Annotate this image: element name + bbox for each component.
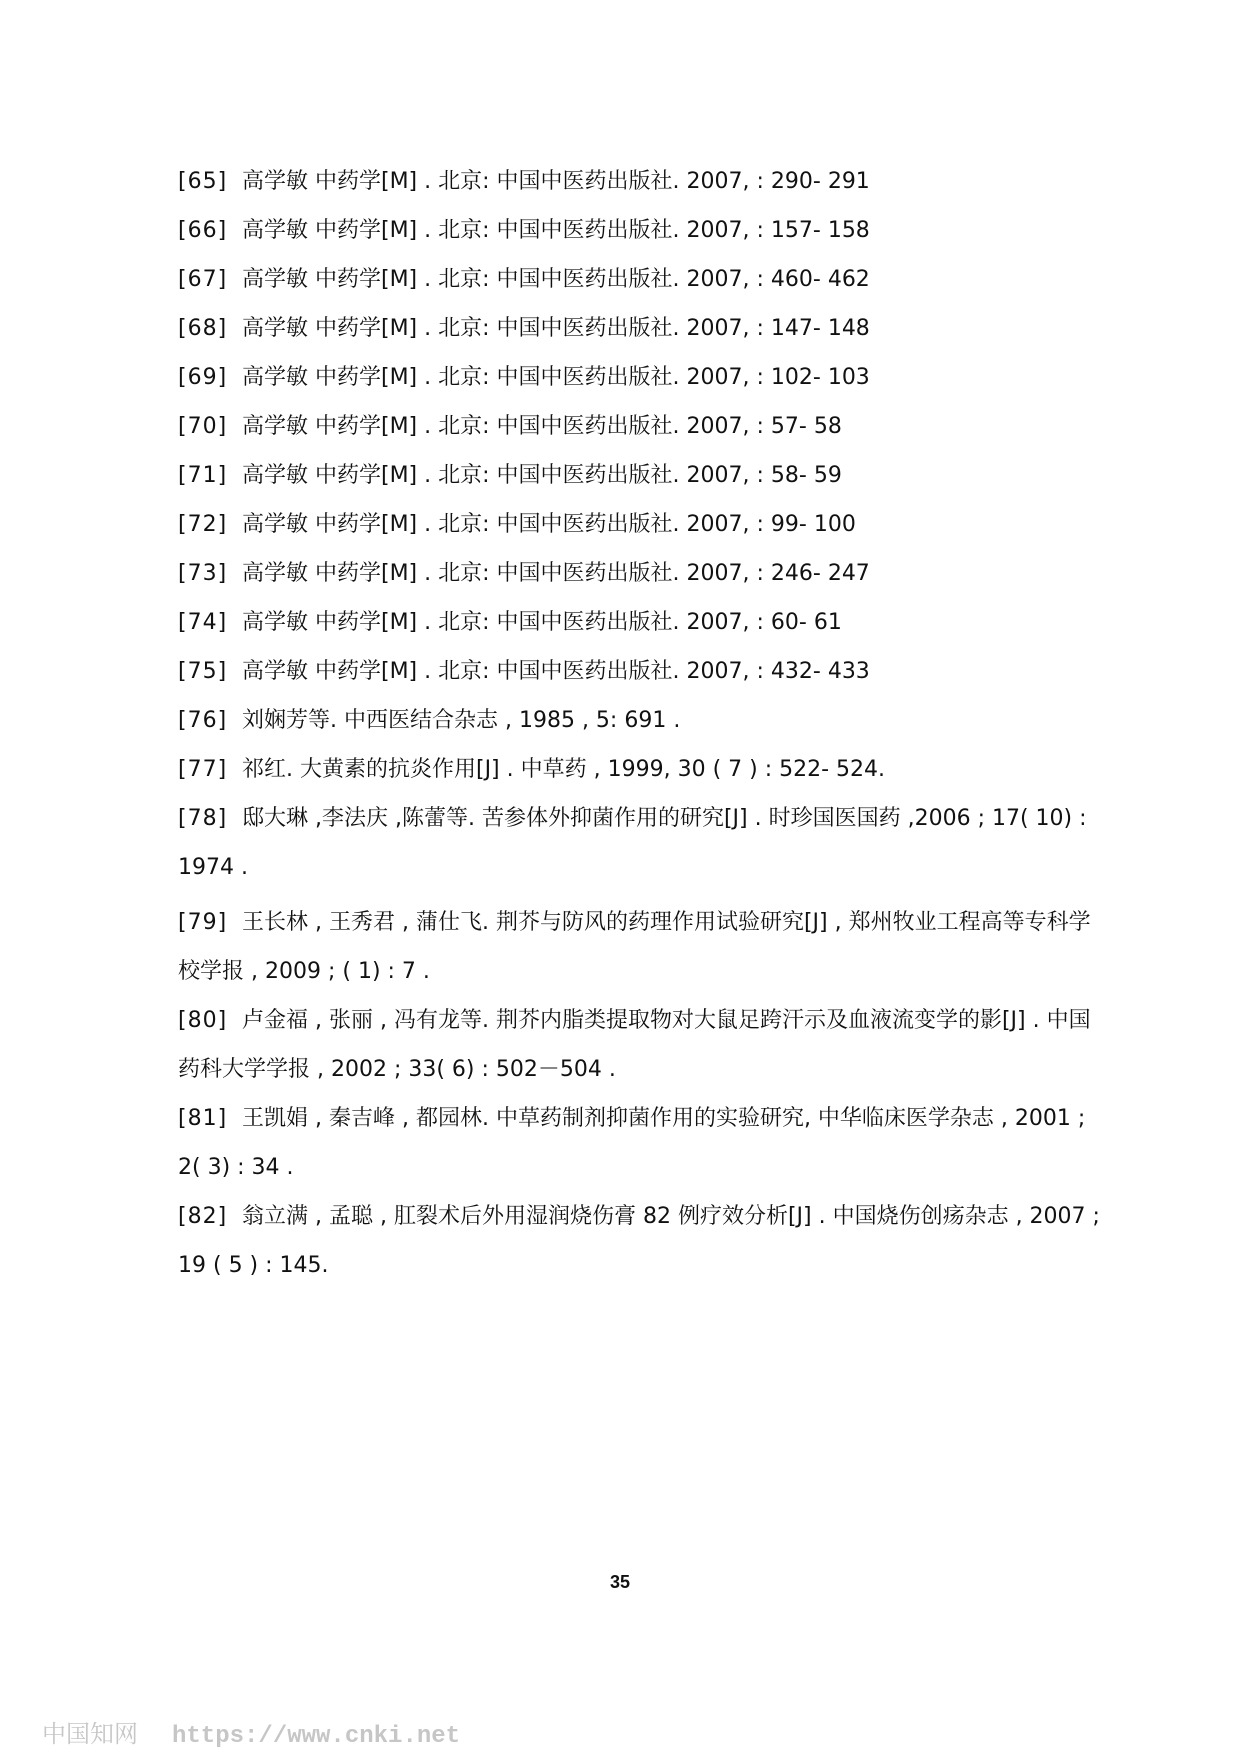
reference-text: 王长林 , 王秀君 , 蒲仕飞. 荆芥与防风的药理作用试验研究[J] , 郑州牧业工程高等专科学校学报 , 2009 ; ( 1) : 7 . <box>178 910 1091 984</box>
reference-text: 高学敏 中药学[M] . 北京: 中国中医药出版社. 2007, : 246- 247 <box>242 561 870 586</box>
reference-text: 高学敏 中药学[M] . 北京: 中国中医药出版社. 2007, : 60- 61 <box>242 610 842 635</box>
reference-item <box>178 598 1108 647</box>
reference-item <box>178 647 1108 696</box>
reference-number: [81] <box>178 1106 228 1131</box>
reference-list <box>178 157 1108 1290</box>
reference-number: [65] <box>178 169 228 194</box>
reference-text: 翁立满 , 孟聪 , 肛裂术后外用湿润烧伤膏 82 例疗效分析[J] . 中国烧伤创疡杂志 , 2007 ; 19 ( 5 ) : 145. <box>178 1204 1100 1278</box>
reference-item <box>178 794 1108 892</box>
reference-item <box>178 696 1108 745</box>
reference-number: [73] <box>178 561 228 586</box>
reference-item <box>178 898 1108 996</box>
reference-number: [78] <box>178 806 228 831</box>
reference-text: 高学敏 中药学[M] . 北京: 中国中医药出版社. 2007, : 290- 291 <box>242 169 870 194</box>
reference-item <box>178 1192 1108 1290</box>
reference-number: [77] <box>178 757 228 782</box>
reference-number: [74] <box>178 610 228 635</box>
reference-number: [66] <box>178 218 228 243</box>
reference-number: [70] <box>178 414 228 439</box>
reference-number: [79] <box>178 910 228 935</box>
reference-text: 高学敏 中药学[M] . 北京: 中国中医药出版社. 2007, : 102- 103 <box>242 365 870 390</box>
reference-text: 祁红. 大黄素的抗炎作用[J] . 中草药 , 1999, 30 ( 7 ) : 522- 524. <box>242 757 886 782</box>
reference-number: [76] <box>178 708 228 733</box>
reference-text: 邸大琳 ,李法庆 ,陈蕾等. 苦参体外抑菌作用的研究[J] . 时珍国医国药 ,2006 ; 17( 10) : 1974 . <box>178 806 1087 880</box>
reference-item <box>178 996 1108 1094</box>
reference-item <box>178 402 1108 451</box>
reference-item <box>178 304 1108 353</box>
reference-text: 王凯娟 , 秦吉峰 , 都园林. 中草药制剂抑菌作用的实验研究, 中华临床医学杂志 , 2001 ; 2( 3) : 34 . <box>178 1106 1086 1180</box>
reference-text: 高学敏 中药学[M] . 北京: 中国中医药出版社. 2007, : 460- 462 <box>242 267 870 292</box>
reference-item <box>178 1094 1108 1192</box>
reference-number: [69] <box>178 365 228 390</box>
reference-number: [75] <box>178 659 228 684</box>
reference-text: 高学敏 中药学[M] . 北京: 中国中医药出版社. 2007, : 99- 100 <box>242 512 856 537</box>
reference-text: 卢金福 , 张丽 , 冯有龙等. 荆芥内脂类提取物对大鼠足跨汗示及血液流变学的影[J] . 中国药科大学学报 , 2002 ; 33( 6) : 502－504 . <box>178 1008 1091 1082</box>
cnki-watermark <box>42 1714 460 1750</box>
watermark-url: https://www.cnki.net <box>172 1723 461 1750</box>
reference-number: [82] <box>178 1204 228 1229</box>
reference-item <box>178 451 1108 500</box>
reference-number: [72] <box>178 512 228 537</box>
reference-text: 高学敏 中药学[M] . 北京: 中国中医药出版社. 2007, : 57- 58 <box>242 414 842 439</box>
reference-number: [68] <box>178 316 228 341</box>
reference-text: 高学敏 中药学[M] . 北京: 中国中医药出版社. 2007, : 147- 148 <box>242 316 870 341</box>
reference-number: [80] <box>178 1008 228 1033</box>
reference-text: 刘娴芳等. 中西医结合杂志 , 1985 , 5: 691 . <box>242 708 681 733</box>
watermark-brand: 中国知网 <box>42 1720 138 1748</box>
reference-item <box>178 255 1108 304</box>
reference-number: [71] <box>178 463 228 488</box>
page-number: 35 <box>609 1572 631 1592</box>
reference-number: [67] <box>178 267 228 292</box>
reference-item <box>178 157 1108 206</box>
reference-item <box>178 500 1108 549</box>
reference-item <box>178 353 1108 402</box>
reference-item <box>178 745 1108 794</box>
reference-text: 高学敏 中药学[M] . 北京: 中国中医药出版社. 2007, : 157- 158 <box>242 218 870 243</box>
reference-text: 高学敏 中药学[M] . 北京: 中国中医药出版社. 2007, : 432- 433 <box>242 659 870 684</box>
reference-item <box>178 549 1108 598</box>
reference-text: 高学敏 中药学[M] . 北京: 中国中医药出版社. 2007, : 58- 59 <box>242 463 842 488</box>
reference-item <box>178 206 1108 255</box>
